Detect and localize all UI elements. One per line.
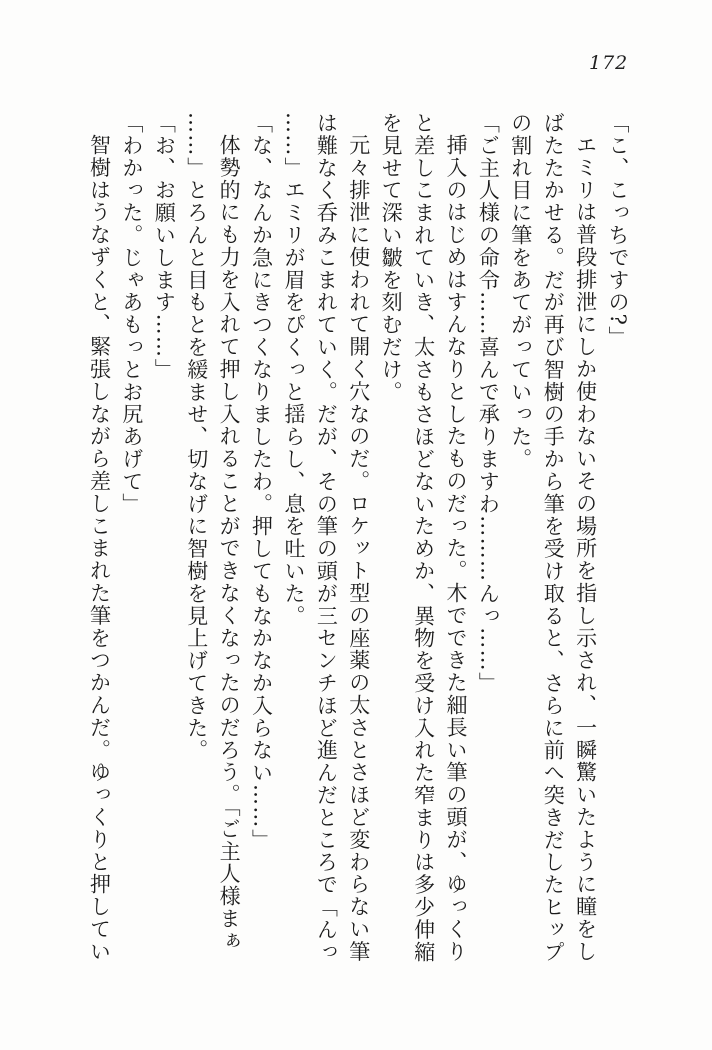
text-line: 「お、お願いします……」 — [152, 112, 177, 381]
text-line: を見せて深い皺を刻むだけ。 — [379, 112, 404, 404]
text-line: ……」とろんと目もとを緩ませ、切なげに智樹を見上げてきた。 — [184, 112, 209, 762]
text-line: 体勢的にも力を入れて押し入れることができなくなったのだろう。「ご主人様まぁ — [217, 134, 242, 953]
text-line: 智樹はうなずくと、緊張しながら差しこまれた筆をつかんだ。ゆっくりと押してい — [87, 134, 112, 964]
text-line: 挿入のはじめはすんなりとしたものだった。木でできた細長い筆の頭が、ゆっくり — [443, 134, 468, 964]
text-line: は難なく呑みこまれていく。だが、その筆の頭が三センチほど進んだところで「んっ — [314, 112, 339, 964]
text-line: ……」エミリが眉をぴくっと揺らし、息を吐いた。 — [281, 112, 306, 628]
text-line: 「な、なんか急にきつくなりましたわ。押してもなかなか入らない……」 — [249, 112, 274, 852]
text-line: と差しこまれていき、太さもさほどないためか、異物を受け入れた窄まりは多少伸縮 — [411, 112, 436, 964]
page-text — [83, 112, 634, 968]
text-line: 元々排泄に使われて開く穴なのだ。ロケット型の座薬の太さとさほど変わらない筆 — [346, 134, 371, 964]
text-line: 「わかった。じゃあもっとお尻あげて」 — [119, 112, 144, 516]
text-line: エミリは普段排泄にしか使わないその場所を指し示され、一瞬驚いたように瞳をし — [573, 134, 598, 964]
text-line: 「ご主人様の命令……喜んで承りますわ………んっ……」 — [476, 112, 501, 695]
page-number: 172 — [589, 52, 629, 74]
text-line: 「こ、こっちですの?」 — [606, 112, 630, 349]
text-line: ばたたかせる。だが再び智樹の手から筆を受け取ると、さらに前へ突きだしたヒップ — [541, 112, 566, 964]
text-line: の割れ目に筆をあてがっていった。 — [508, 112, 533, 471]
